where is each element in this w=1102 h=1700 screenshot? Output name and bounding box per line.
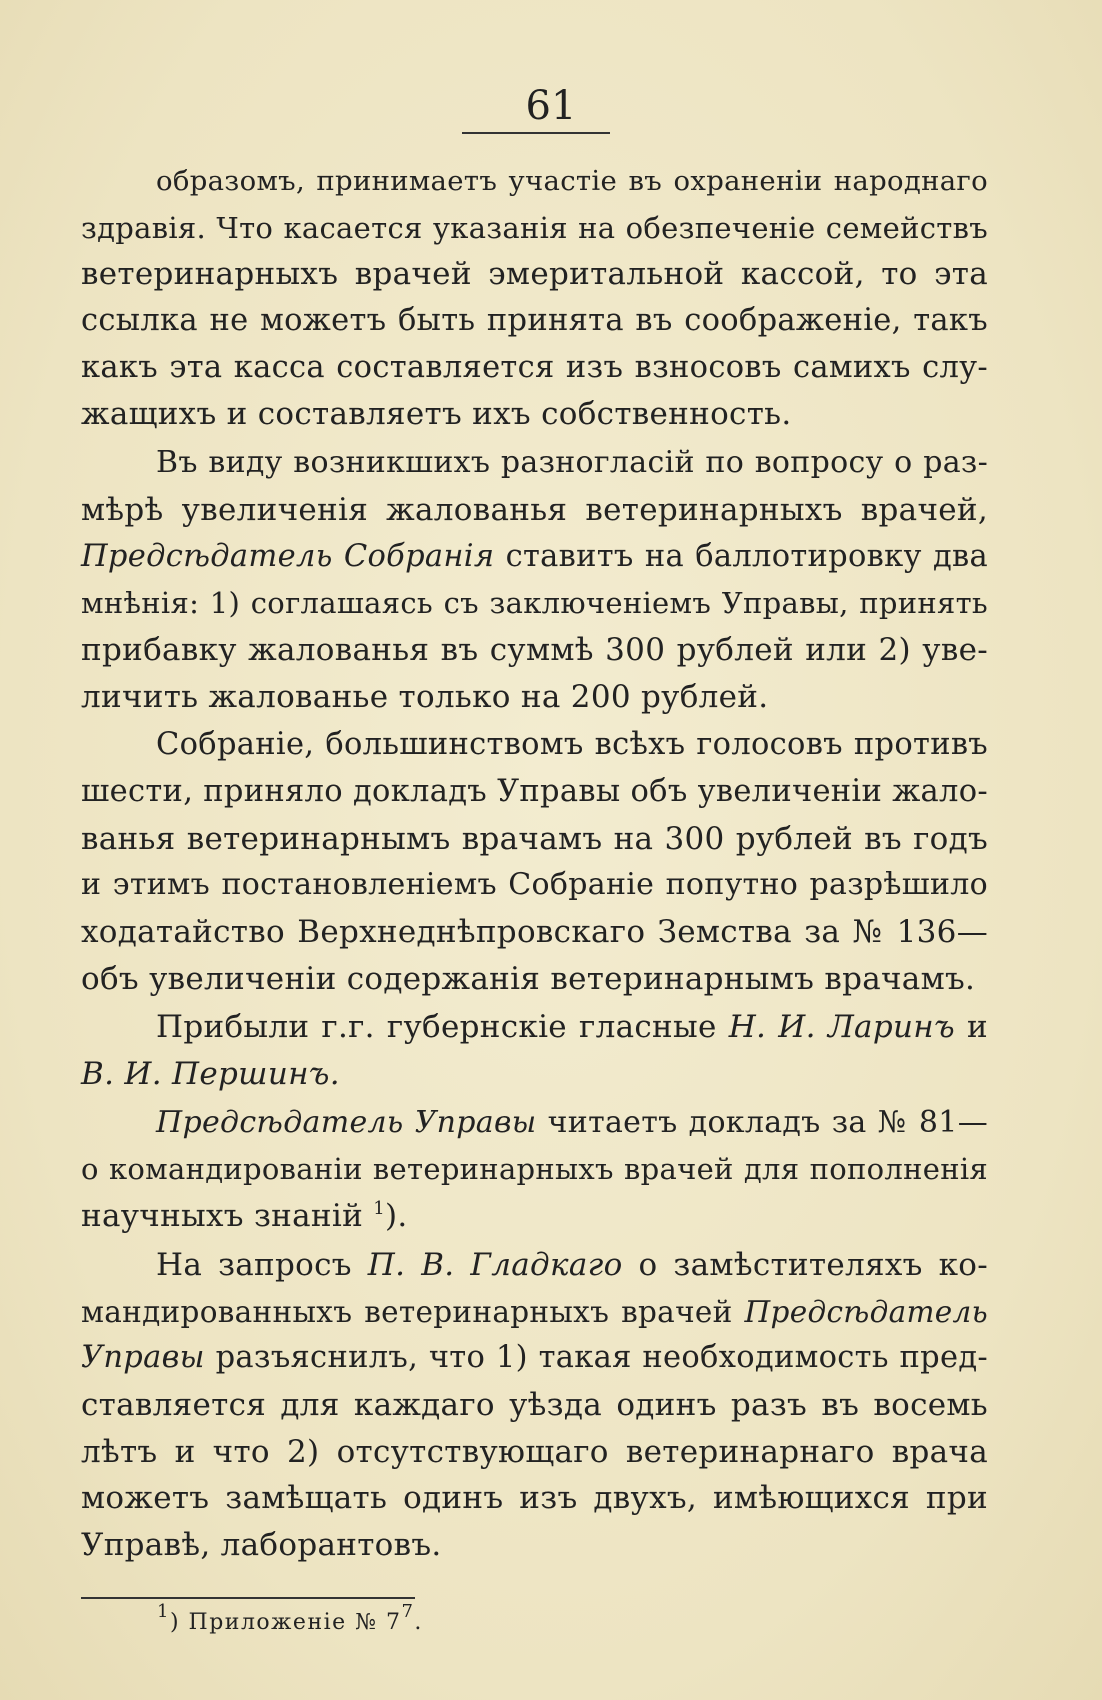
paragraph [81,722,988,1002]
italic-name: П. В. Гладкаго [367,1246,623,1283]
text-line [81,205,988,252]
text-line [81,1146,988,1193]
text-run: можетъ замѣщать одинъ изъ двухъ, имѣющихся при [81,1480,988,1517]
text-line [81,1429,988,1476]
text-run: прибавку жалованья въ суммѣ 300 рублей или 2) уве- [81,631,988,668]
text-run: ванья ветеринарнымъ врачамъ на 300 рублей въ годъ [81,820,988,857]
text-line [81,487,988,534]
text-run: Прибыли г.г. губернскіе гласные [156,1009,729,1046]
text-run: мѣрѣ увеличенія жалованья ветеринарныхъ врачей, [81,491,988,528]
text-line [81,440,988,487]
text-run: шести, приняло докладъ Управы объ увеличеніи жало- [81,773,988,809]
text-run: жащихъ и составляетъ ихъ собственность. [81,396,792,433]
footnote-sup: 7 [401,1601,415,1622]
text-run: Управѣ, лаборантовъ. [81,1526,442,1563]
text-run: научныхъ знаній [81,1198,374,1235]
text-run: личить жалованье только на 200 рублей. [81,678,769,715]
text-line [81,1193,988,1240]
text-line [81,862,988,909]
text-line [81,1004,988,1051]
footnote-reference: 1 [373,1198,385,1220]
text-line [81,627,988,674]
text-line [81,1051,988,1098]
footnote-text: ) Приложеніе № 7 [169,1610,402,1635]
text-run: образомъ, принимаетъ участіе въ охраненіи народнаго [156,165,988,197]
paragraph [81,1004,988,1097]
text-run: о командированіи ветеринарныхъ врачей для пополненія [81,1152,988,1187]
text-line [81,674,988,721]
body-text [81,158,988,1569]
text-line [81,298,988,345]
text-run: лѣтъ и что 2) отсутствующаго ветеринарнаго врача [81,1433,988,1470]
text-line [81,956,988,1003]
text-line [81,1522,988,1569]
paragraph [81,1242,988,1569]
text-run: и [954,1009,989,1046]
text-run: Въ виду возникшихъ разногласій по вопросу о раз- [156,445,988,481]
italic-name: Предсѣдатель Управы [156,1104,537,1140]
text-run: Собраніе, большинствомъ всѣхъ голосовъ противъ [156,727,988,763]
footnote-end: . [414,1610,423,1635]
text-run: читаетъ докладъ за № 81— [536,1104,988,1140]
page-number: 61 [525,83,577,129]
text-run: ставляется для каждаго уѣзда одинъ разъ въ восемь [81,1386,988,1423]
text-run: ). [384,1198,408,1235]
text-line [81,816,988,863]
footnote-marker: 1 [157,1601,170,1622]
text-run: мнѣнія: 1) соглашаясь съ заключеніемъ Управы, принять [81,586,988,621]
text-line [81,580,988,627]
text-line [81,251,988,298]
text-run: здравія. Что касается указанія на обезпеченіе семействъ [81,210,988,245]
text-line [81,1382,988,1429]
text-line [81,1242,988,1289]
text-run: мандированныхъ ветеринарныхъ врачей [81,1294,745,1329]
text-line [81,1335,988,1382]
paragraph [81,158,988,438]
text-line [81,769,988,816]
italic-name: Предсѣдатель Собранія [81,538,495,574]
text-line [81,345,988,392]
text-run: разъяснилъ, что 1) такая необходимость пред- [204,1340,988,1376]
text-run: ветеринарныхъ врачей эмеритальной кассой, то эта [81,256,988,293]
text-run: и этимъ постановленіемъ Собраніе попутно разрѣшило [81,867,988,903]
text-line [81,158,988,205]
text-run: какъ эта касса составляется изъ взносовъ самихъ слу- [81,349,988,385]
header-rule [462,132,610,134]
paragraph [81,1100,988,1240]
italic-name: Предсѣдатель [744,1294,988,1329]
text-run: ставитъ на баллотировку два [494,538,988,574]
footnote [157,1601,423,1640]
text-line [81,909,988,956]
text-run: На запросъ [156,1246,368,1283]
italic-name: Управы [81,1340,205,1376]
text-run: объ увеличеніи содержанія ветеринарнымъ врачамъ. [81,960,976,997]
italic-name: В. И. Першинъ. [81,1056,340,1093]
paragraph [81,440,988,720]
text-line [81,391,988,438]
text-line [81,722,988,769]
text-line [81,1475,988,1522]
text-line [81,1100,988,1147]
text-run: о замѣстителяхъ ко- [622,1246,989,1283]
text-line [81,1289,988,1336]
text-run: ссылка не можетъ быть принята въ соображеніе, такъ [81,303,988,339]
text-run: ходатайство Верхнеднѣпровскаго Земства за № 136— [81,914,988,950]
footnote-rule [81,1597,415,1599]
text-line [81,534,988,581]
italic-name: Н. И. Ларинъ [728,1009,955,1046]
